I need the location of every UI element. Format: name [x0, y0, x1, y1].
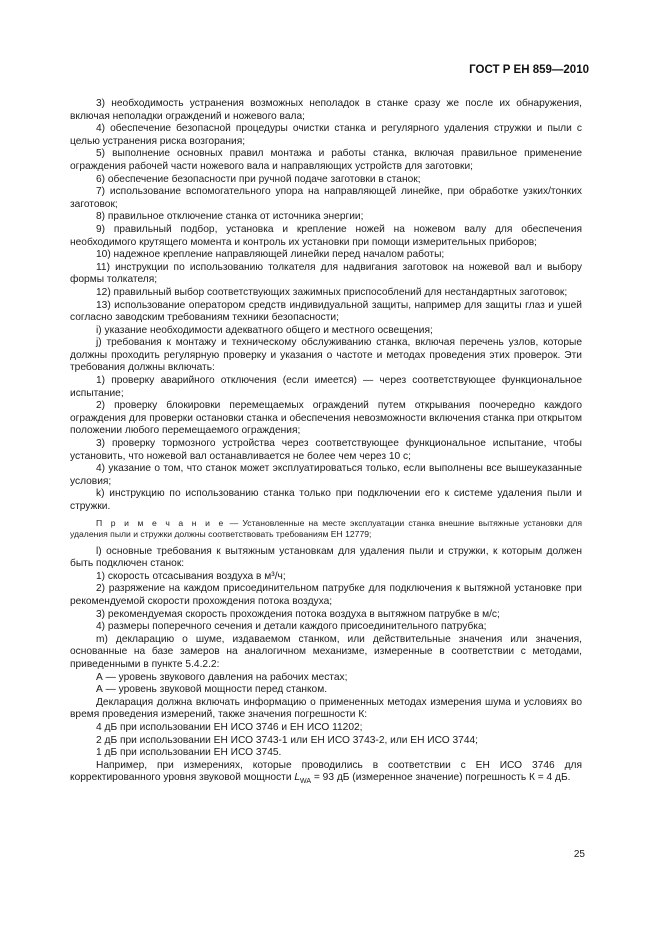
note [70, 518, 582, 540]
list-item: 1) проверку аварийного отключения (если имеется) — через соответствующее функциональное испытание; [70, 375, 582, 399]
list-item: m) декларацию о шуме, издаваемом станком, или действительные значения или значения, основанные на базе замеров на аналогичном механизме, измеренные в соответствии с методами, приведенными в пункте 5.4.2.2: [70, 633, 582, 670]
list-item: 1) скорость отсасывания воздуха в м³/ч; [96, 570, 286, 582]
list-item: 13) использование оператором средств индивидуальной защиты, например для защиты глаз и ушей согласно заводским требованиям техники безопасности; [70, 299, 582, 324]
page-number: 25 [573, 849, 585, 860]
symbol-l: L [294, 772, 301, 784]
list-item: 4) указание о том, что станок может эксплуатироваться только, если выполнены все вышеуказанные условия; [70, 463, 582, 487]
list-item: 3) необходимость устранения возможных неполадок в станке сразу же после их обнаружения, включая неполадки ограждений и ножевого вала; [70, 98, 582, 122]
note-text: — Установленные на месте эксплуатации станка внешние вытяжные установки для удаления пыли и стружки должны соответствовать требованиям ЕН 12779; [70, 517, 582, 539]
standard-code-header: ГОСТ Р ЕН 859—2010 [469, 64, 589, 76]
list-item: 10) надежное крепление направляющей линейки перед началом работы; [96, 249, 445, 261]
list-item: 2 дБ при использовании ЕН ИСО 3743-1 или ЕН ИСО 3743-2, или ЕН ИСО 3744; [96, 734, 478, 746]
list-item: 5) выполнение основных правил монтажа и работы станка, включая правильное применение ограждения рабочей части ножевого вала и направляющих устройств для заготовки; [70, 148, 582, 172]
list-item: 4 дБ при использовании ЕН ИСО 3746 и ЕН ИСО 11202; [96, 721, 363, 733]
list-item: 7) использование вспомогательного упора на направляющей линейке, при обработке узких/тонких заготовок; [70, 186, 582, 210]
list-item: 3) проверку тормозного устройства через соответствующее функциональное испытание, чтобы установить, что ножевой вал останавливается не более чем через 10 с; [70, 438, 582, 462]
document-body [70, 98, 582, 789]
note-label: П р и м е ч а н и е [96, 517, 226, 528]
example-paragraph [70, 760, 582, 789]
list-item: 1 дБ при использовании ЕН ИСО 3745. [96, 747, 282, 759]
list-item: 4) размеры поперечного сечения и детали каждого присоединительного патрубка; [96, 621, 487, 633]
list-item: 6) обеспечение безопасности при ручной подаче заготовки в станок; [96, 173, 421, 185]
list-item: Декларация должна включать информацию о примененных методах измерения шума и условиях во время проведения измерений, также значения погрешности К: [70, 696, 582, 721]
list-item: 4) обеспечение безопасной процедуры очистки станка и регулярного удаления стружки и пыли с целью устранения риска возгорания; [70, 123, 582, 147]
list-item: 3) рекомендуемая скорость прохождения потока воздуха в вытяжном патрубке в м/с; [96, 608, 500, 620]
list-item: 12) правильный выбор соответствующих зажимных приспособлений для нестандартных заготовок; [96, 286, 568, 298]
list-item: j) требования к монтажу и техническому обслуживанию станка, включая перечень узлов, которые должны проходить регулярную проверку и указания о частоте и методах проведения этих проверок. Эти требования должны включать: [70, 337, 582, 374]
list-item: 2) проверку блокировки перемещаемых ограждений путем открывания поочередно каждого ограждения для проверки остановки станка и обеспечения невозможности включения станка при открытом положении любого перемещаемого ограждения; [70, 400, 582, 437]
list-item: k) инструкцию по использованию станка только при подключении его к системе удаления пыли и стружки. [70, 488, 582, 512]
list-item: А — уровень звукового давления на рабочих местах; [96, 671, 348, 683]
list-item: А — уровень звуковой мощности перед станком. [96, 684, 328, 696]
list-item: 9) правильный подбор, установка и крепление ножей на ножевом валу для обеспечения необходимого крутящего момента и контроль их установки при помощи измерительных приборов; [70, 223, 582, 248]
list-item: 11) инструкции по использованию толкателя для надвигания заготовок на ножевой вал и выбору формы толкателя; [70, 261, 582, 286]
example-text-before: Например, при измерениях, которые проводились в соответствии с ЕН ИСО 3746 для корректированного уровня звуковой мощности [70, 759, 582, 784]
example-text-after: = 93 дБ (измеренное значение) погрешность К = 4 дБ. [311, 772, 571, 784]
symbol-subscript: WA [300, 778, 312, 786]
list-item: i) указание необходимости адекватного общего и местного освещения; [96, 324, 433, 336]
list-item: l) основные требования к вытяжным установкам для удаления пыли и стружки, к которым должен быть подключен станок: [70, 545, 582, 570]
list-item: 2) разряжение на каждом присоединительном патрубке для подключения к вытяжной установке при рекомендуемой скорости прохождения потока воздуха; [70, 583, 582, 607]
list-item: 8) правильное отключение станка от источника энергии; [96, 211, 364, 223]
